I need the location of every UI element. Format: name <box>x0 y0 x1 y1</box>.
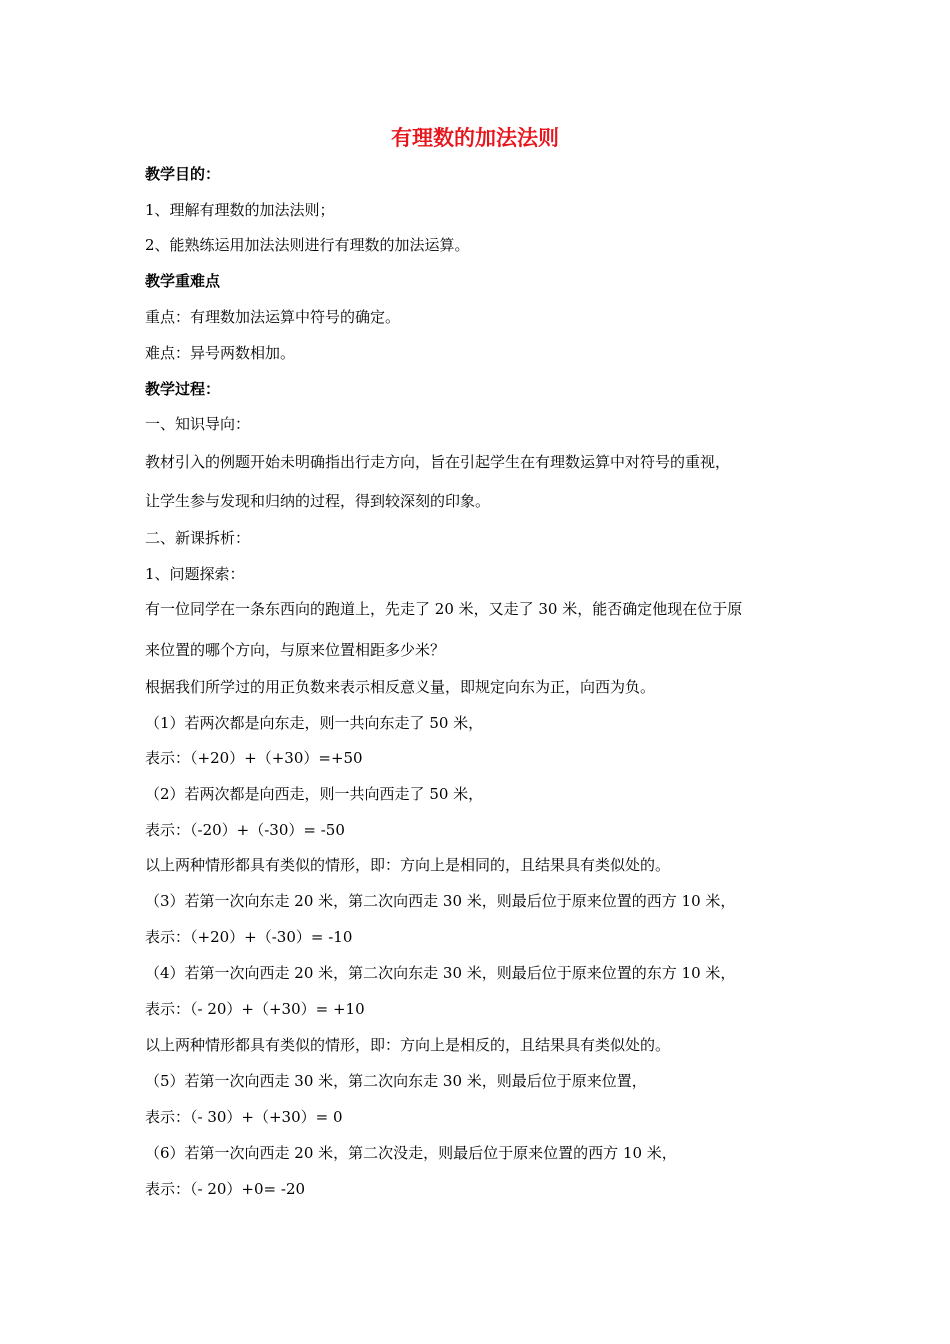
expression-line: 表示：（+20）+（+30）=+50 <box>145 749 363 767</box>
expression-line: 表示：（-20）+（-30）= -50 <box>145 821 345 839</box>
paragraph-line: 教材引入的例题开始未明确指出行走方向，旨在引起学生在有理数运算中对符号的重视， <box>145 453 731 471</box>
objective-item-2: 2、能熟练运用加法法则进行有理数的加法运算。 <box>145 236 470 254</box>
case-line: （4）若第一次向西走 20 米，第二次向东走 30 米，则最后位于原来位置的东方 10 米， <box>145 964 736 982</box>
summary-line: 以上两种情形都具有类似的情形，即：方向上是相同的，且结果具有类似处的。 <box>145 856 671 874</box>
section-heading-objectives: 教学目的： <box>145 165 221 183</box>
expression-line: 表示：（+20）+（-30）= -10 <box>145 928 353 946</box>
expression-line: 表示：（- 20）+0= -20 <box>145 1180 306 1198</box>
subheading-knowledge: 一、知识导向： <box>145 415 251 433</box>
paragraph-line: 来位置的哪个方向，与原来位置相距多少米？ <box>145 641 446 659</box>
case-line: （2）若两次都是向西走，则一共向西走了 50 米， <box>145 785 484 803</box>
paragraph-line: 根据我们所学过的用正负数来表示相反意义量，即规定向东为正，向西为负。 <box>145 678 656 696</box>
expression-line: 表示：（- 20）+（+30）= +10 <box>145 1000 365 1018</box>
subheading-problem: 1、问题探索： <box>145 565 245 583</box>
document-title: 有理数的加法法则 <box>391 126 559 150</box>
subheading-new-lesson: 二、新课拆析： <box>145 529 251 547</box>
expression-line: 表示：（- 30）+（+30）= 0 <box>145 1108 343 1126</box>
paragraph-line: 有一位同学在一条东西向的跑道上，先走了 20 米，又走了 30 米，能否确定他现在位于原 <box>145 600 743 618</box>
difficulty-text: 难点：异号两数相加。 <box>145 344 296 362</box>
case-line: （6）若第一次向西走 20 米，第二次没走，则最后位于原来位置的西方 10 米， <box>145 1144 677 1162</box>
key-point-text: 重点：有理数加法运算中符号的确定。 <box>145 308 401 326</box>
summary-line: 以上两种情形都具有类似的情形，即：方向上是相反的，且结果具有类似处的。 <box>145 1036 671 1054</box>
case-line: （1）若两次都是向东走，则一共向东走了 50 米， <box>145 714 484 732</box>
section-heading-process: 教学过程： <box>145 380 221 398</box>
section-heading-key-points: 教学重难点 <box>145 272 221 290</box>
objective-item-1: 1、理解有理数的加法法则； <box>145 201 335 219</box>
paragraph-line: 让学生参与发现和归纳的过程，得到较深刻的印象。 <box>145 492 491 510</box>
case-line: （5）若第一次向西走 30 米，第二次向东走 30 米，则最后位于原来位置， <box>145 1072 647 1090</box>
case-line: （3）若第一次向东走 20 米，第二次向西走 30 米，则最后位于原来位置的西方 10 米， <box>145 892 736 910</box>
